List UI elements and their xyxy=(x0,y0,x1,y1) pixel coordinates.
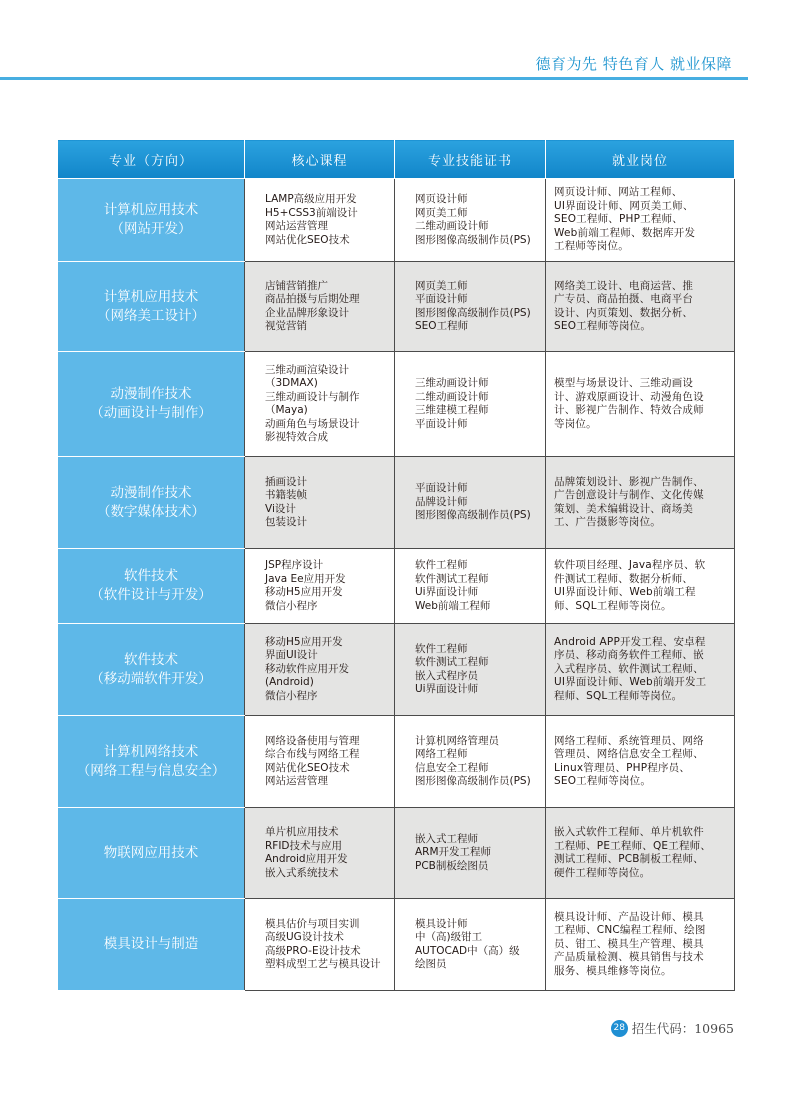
major-name-line: 软件技术 xyxy=(124,568,178,584)
table-row xyxy=(58,624,735,716)
jobs-cell xyxy=(546,179,735,262)
courses-cell xyxy=(245,624,395,716)
courses-line: 微信小程序 xyxy=(265,689,318,702)
major-name-line: （网络美工设计） xyxy=(97,307,205,324)
major-name-cell xyxy=(58,549,245,624)
courses-line: 网站运营管理 xyxy=(265,220,328,232)
certs-line: 软件测试工程师 xyxy=(415,656,489,668)
major-name-cell xyxy=(58,899,245,991)
courses-line: 高级PRO-E设计技术 xyxy=(265,944,361,957)
jobs-line: 产品质量检测、模具销售与技术 xyxy=(554,951,704,964)
courses-line: 网站优化SEO技术 xyxy=(265,233,350,246)
courses-line: 企业品牌形象设计 xyxy=(265,306,349,319)
jobs-line: 嵌入式软件工程师、单片机软件 xyxy=(554,826,704,838)
jobs-line: 员、钳工、模具生产管理、模具 xyxy=(554,937,704,950)
jobs-line: 软件项目经理、Java程序员、软 xyxy=(554,559,706,571)
certs-line: 软件工程师 xyxy=(415,642,468,655)
jobs-line: 服务、模具维修等岗位。 xyxy=(554,964,672,977)
jobs-line: 硬件工程师等岗位。 xyxy=(554,866,651,879)
courses-line: 网站运营管理 xyxy=(265,775,328,787)
jobs-line: 工程师、PE工程师、QE工程师、 xyxy=(554,839,712,852)
courses-line: 模具估价与项目实训 xyxy=(265,917,360,930)
footer xyxy=(611,1019,734,1037)
major-name-line: 计算机应用技术 xyxy=(103,202,199,218)
courses-line: JSP程序设计 xyxy=(265,559,324,571)
major-name-cell xyxy=(58,262,245,352)
certs-line: PCB制板绘图员 xyxy=(415,859,489,872)
major-name-cell xyxy=(58,624,245,716)
major-name-cell xyxy=(58,179,245,262)
certs-cell xyxy=(395,179,546,262)
jobs-cell xyxy=(546,808,735,899)
header-slogan: 德育为先 特色育人 就业保障 xyxy=(535,55,732,73)
courses-line: H5+CSS3前端设计 xyxy=(265,206,358,219)
column-header-courses: 核心课程 xyxy=(245,140,395,179)
courses-line: 高级UG设计技术 xyxy=(265,931,344,943)
jobs-line: Linux管理员、PHP程序员、 xyxy=(554,761,691,774)
major-name-line: 动漫制作技术 xyxy=(110,386,192,402)
jobs-cell xyxy=(546,352,735,457)
courses-line: 三维动画渲染设计 xyxy=(265,363,349,376)
certs-line: 软件工程师 xyxy=(415,559,468,571)
certs-line: Ui界面设计师 xyxy=(415,586,479,598)
certs-line: 图形图像高级制作员(PS) xyxy=(415,233,531,246)
major-name-cell xyxy=(58,808,245,899)
courses-cell xyxy=(245,457,395,549)
courses-line: RFID技术与应用 xyxy=(265,839,343,852)
courses-cell xyxy=(245,808,395,899)
jobs-line: 程师、SQL工程师等岗位。 xyxy=(554,689,683,702)
major-name-line: （数字媒体技术） xyxy=(97,503,205,520)
courses-line: 界面UI设计 xyxy=(265,649,318,662)
major-name-cell xyxy=(58,716,245,808)
courses-line: 单片机应用技术 xyxy=(265,826,339,838)
jobs-line: 管理员、网络信息安全工程师、 xyxy=(554,748,704,760)
certs-line: 二维动画设计师 xyxy=(415,390,489,403)
courses-line: 网络设备使用与管理 xyxy=(265,734,360,747)
jobs-line: Android APP开发工程、安卓程 xyxy=(554,635,706,648)
certs-line: 三维动画设计师 xyxy=(415,377,489,389)
jobs-line: 测试工程师、PCB制板工程师、 xyxy=(554,853,704,865)
major-name-line: （网站开发） xyxy=(110,221,192,237)
major-name-cell xyxy=(58,352,245,457)
courses-line: 网站优化SEO技术 xyxy=(265,761,350,774)
jobs-line: 等岗位。 xyxy=(554,417,597,430)
jobs-line: 序员、移动商务软件工程师、嵌 xyxy=(554,649,704,662)
certs-cell xyxy=(395,262,546,352)
jobs-line: 模具设计师、产品设计师、模具 xyxy=(554,910,704,923)
table-row xyxy=(58,457,735,549)
jobs-line: 入式程序员、软件测试工程师、 xyxy=(554,662,704,675)
certs-cell xyxy=(395,624,546,716)
courses-cell xyxy=(245,352,395,457)
jobs-line: 网络工程师、系统管理员、网络 xyxy=(554,734,704,747)
jobs-line: 师、SQL工程师等岗位。 xyxy=(554,599,672,612)
certs-line: 二维动画设计师 xyxy=(415,220,489,232)
table-row xyxy=(58,262,735,352)
certs-line: ARM开发工程师 xyxy=(415,846,492,859)
courses-line: 包装设计 xyxy=(265,516,307,528)
certs-line: Ui界面设计师 xyxy=(415,683,479,695)
jobs-cell xyxy=(546,457,735,549)
certs-line: 三维建模工程师 xyxy=(415,404,489,416)
courses-cell xyxy=(245,899,395,991)
certs-cell xyxy=(395,808,546,899)
courses-line: Vi设计 xyxy=(265,502,296,515)
courses-line: LAMP高级应用开发 xyxy=(265,193,357,205)
major-name-cell xyxy=(58,457,245,549)
page-number-badge: 28 xyxy=(611,1020,628,1037)
courses-line: 微信小程序 xyxy=(265,599,318,612)
courses-line: Java Ee应用开发 xyxy=(265,572,346,585)
jobs-cell xyxy=(546,899,735,991)
major-name-line: 模具设计与制造 xyxy=(103,936,199,952)
certs-line: 图形图像高级制作员(PS) xyxy=(415,509,531,522)
certs-line: 图形图像高级制作员(PS) xyxy=(415,775,531,787)
jobs-line: 广告创意设计与制作、文化传媒 xyxy=(554,489,704,501)
major-name-line: （软件设计与开发） xyxy=(90,587,212,603)
certs-line: AUTOCAD中（高）级 xyxy=(415,944,520,957)
jobs-cell xyxy=(546,624,735,716)
certs-cell xyxy=(395,716,546,808)
courses-line: 视觉营销 xyxy=(265,320,307,332)
jobs-line: 设计、内页策划、数据分析、 xyxy=(554,306,694,319)
courses-line: 三维动画设计与制作 xyxy=(265,390,360,403)
courses-cell xyxy=(245,179,395,262)
major-name-line: 计算机应用技术 xyxy=(103,288,199,305)
courses-line: Android应用开发 xyxy=(265,853,348,865)
courses-line: 书籍装帧 xyxy=(265,489,307,501)
certs-line: 品牌设计师 xyxy=(415,495,468,508)
majors-table xyxy=(57,139,735,991)
certs-line: 网络工程师 xyxy=(415,748,468,760)
courses-line: 嵌入式系统技术 xyxy=(265,866,339,879)
jobs-line: 计、游戏原画设计、动漫角色设 xyxy=(554,390,704,403)
jobs-line: 工、广告摄影等岗位。 xyxy=(554,516,661,528)
jobs-line: 工程师、CNC编程工程师、绘图 xyxy=(554,924,706,937)
table-body xyxy=(58,179,735,991)
courses-line: 插画设计 xyxy=(265,475,307,488)
certs-line: 嵌入式工程师 xyxy=(415,832,478,845)
certs-line: Web前端工程师 xyxy=(415,599,491,612)
courses-line: 动画角色与场景设计 xyxy=(265,417,360,430)
courses-line: 店铺营销推广 xyxy=(265,279,328,292)
major-name-line: 计算机网络技术 xyxy=(103,743,199,760)
certs-line: 嵌入式程序员 xyxy=(415,669,478,682)
major-name-line: （网络工程与信息安全） xyxy=(76,762,226,779)
certs-cell xyxy=(395,549,546,624)
courses-line: （3DMAX) xyxy=(265,377,318,389)
jobs-cell xyxy=(546,262,735,352)
certs-cell xyxy=(395,457,546,549)
courses-line: 移动H5应用开发 xyxy=(265,635,343,648)
certs-cell xyxy=(395,352,546,457)
certs-line: 平面设计师 xyxy=(415,482,468,495)
certs-cell xyxy=(395,899,546,991)
courses-line: （Maya) xyxy=(265,404,308,416)
jobs-line: UI界面设计师、Web前端工程 xyxy=(554,586,696,598)
certs-line: 网页美工师 xyxy=(415,279,468,292)
certs-line: 平面设计师 xyxy=(415,417,468,430)
courses-line: 塑料成型工艺与模具设计 xyxy=(265,958,381,970)
jobs-line: SEO工程师等岗位。 xyxy=(554,320,652,332)
courses-line: 移动H5应用开发 xyxy=(265,586,343,598)
table-row xyxy=(58,549,735,624)
table-row xyxy=(58,899,735,991)
certs-line: 模具设计师 xyxy=(415,917,468,930)
table-row xyxy=(58,179,735,262)
major-name-line: 物联网应用技术 xyxy=(103,844,199,861)
jobs-line: 模型与场景设计、三维动画设 xyxy=(554,377,694,389)
courses-line: (Android) xyxy=(265,676,314,689)
courses-line: 综合布线与网络工程 xyxy=(265,748,360,760)
certs-line: 网页美工师 xyxy=(415,206,468,219)
courses-line: 影视特效合成 xyxy=(265,431,328,443)
table-header-row xyxy=(58,140,735,179)
major-name-line: 动漫制作技术 xyxy=(110,484,192,501)
certs-line: 网页设计师 xyxy=(415,193,468,205)
jobs-cell xyxy=(546,549,735,624)
column-header-major: 专业（方向） xyxy=(58,140,245,179)
column-header-jobs: 就业岗位 xyxy=(546,140,735,179)
courses-line: 移动软件应用开发 xyxy=(265,662,349,675)
courses-cell xyxy=(245,716,395,808)
table-row xyxy=(58,352,735,457)
certs-line: 平面设计师 xyxy=(415,293,468,305)
jobs-line: 网页设计师、网站工程师、 xyxy=(554,186,683,199)
jobs-line: SEO工程师、PHP工程师、 xyxy=(554,213,683,226)
jobs-cell xyxy=(546,716,735,808)
certs-line: 软件测试工程师 xyxy=(415,572,489,585)
jobs-line: Web前端工程师、数据库开发 xyxy=(554,226,696,239)
column-header-certs: 专业技能证书 xyxy=(395,140,546,179)
certs-line: 图形图像高级制作员(PS) xyxy=(415,306,531,319)
table-row xyxy=(58,716,735,808)
jobs-line: 件测试工程师、数据分析师、 xyxy=(554,572,694,585)
jobs-line: SEO工程师等岗位。 xyxy=(554,775,652,787)
header-divider xyxy=(0,77,748,80)
table-row xyxy=(58,808,735,899)
jobs-line: 品牌策划设计、影视广告制作、 xyxy=(554,475,704,488)
jobs-line: UI界面设计师、Web前端开发工 xyxy=(554,676,707,689)
major-name-line: （动画设计与制作） xyxy=(90,405,212,421)
jobs-line: UI界面设计师、网页美工师、 xyxy=(554,199,694,212)
jobs-line: 计、影视广告制作、特效合成师 xyxy=(554,404,704,416)
jobs-line: 广专员、商品拍摄、电商平台 xyxy=(554,293,694,305)
certs-line: 绘图员 xyxy=(415,958,447,970)
certs-line: 信息安全工程师 xyxy=(415,761,489,774)
certs-line: 计算机网络管理员 xyxy=(415,734,499,747)
jobs-line: 策划、美术编辑设计、商场美 xyxy=(554,502,694,515)
courses-line: 商品拍摄与后期处理 xyxy=(265,293,360,305)
enrollment-code: 招生代码：10965 xyxy=(631,1021,734,1036)
major-name-line: （移动端软件开发） xyxy=(90,670,212,687)
certs-line: SEO工程师 xyxy=(415,320,469,332)
jobs-line: 工程师等岗位。 xyxy=(554,240,629,253)
courses-cell xyxy=(245,262,395,352)
major-name-line: 软件技术 xyxy=(124,651,178,668)
jobs-line: 网络美工设计、电商运营、推 xyxy=(554,279,694,292)
certs-line: 中（高)级钳工 xyxy=(415,931,483,943)
courses-cell xyxy=(245,549,395,624)
